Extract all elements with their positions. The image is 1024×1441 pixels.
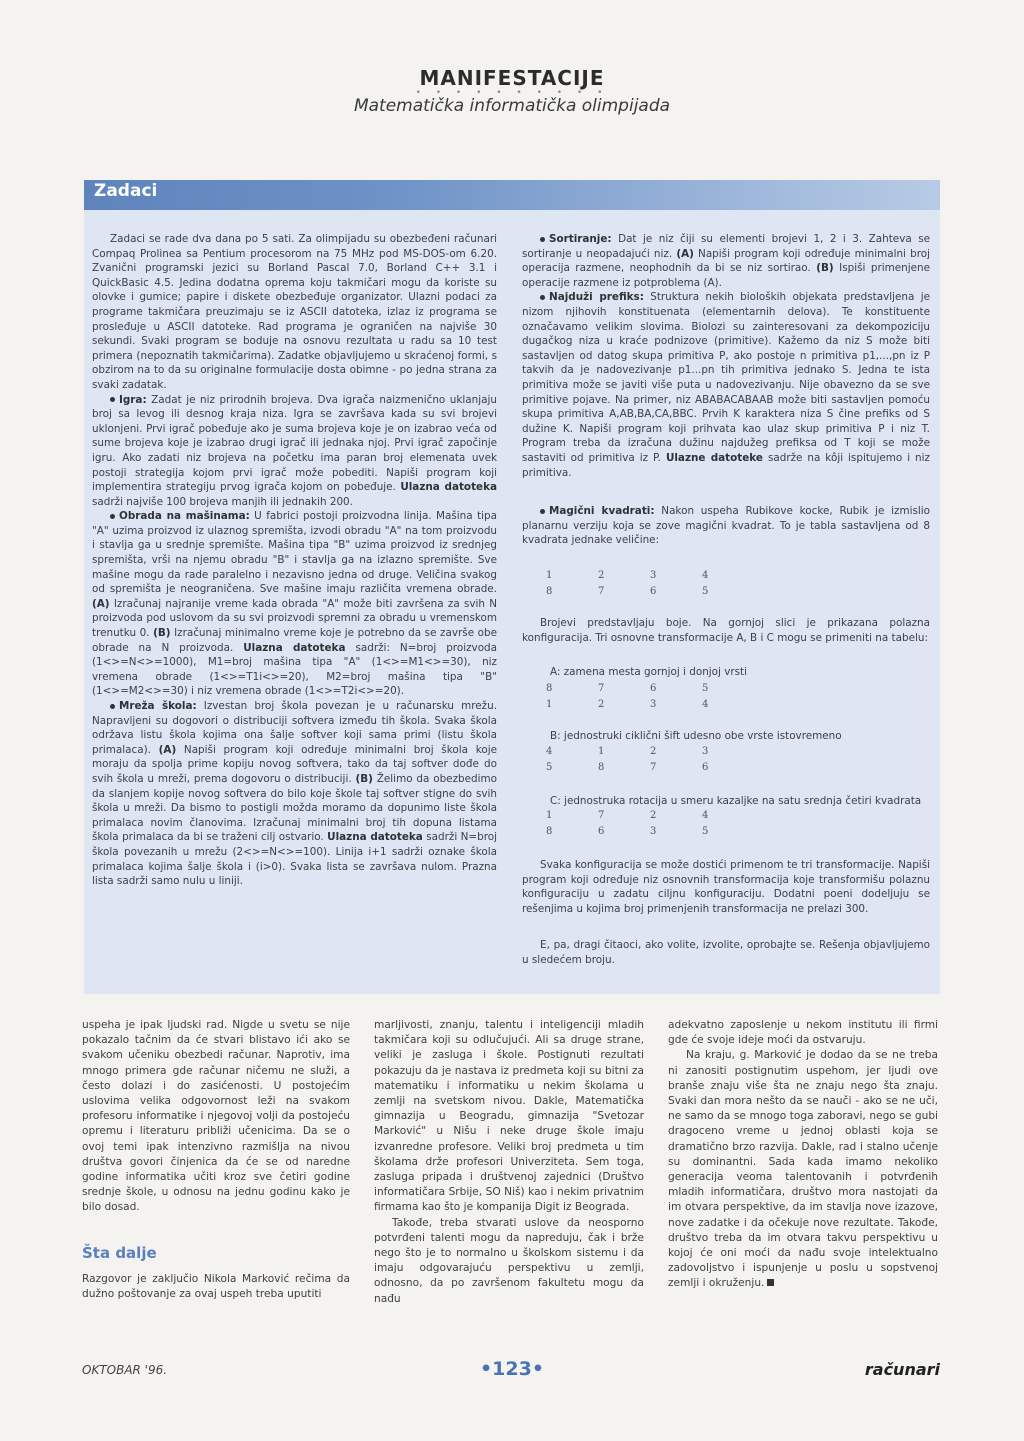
input-label: Ulazna datoteka — [400, 481, 498, 494]
input-text: sadrži najviše 100 brojeva manjih ili jednakih 200. — [92, 495, 353, 508]
magic-square-cell: 1 — [598, 746, 605, 757]
magic-square-cell: 3 — [650, 570, 657, 581]
bullet-icon — [540, 509, 545, 514]
subtask-text: Želimo da obezbedimo da slanjem kopije novog softvera do bilo koje škole taj softver stigne do svih škola u mreži. Da bismo to postigli možda moramo da dopunimo liste škola primalaca novim članovima. Izračunaj minimalni broj tih dopuna listama škola primalaca da bi se traženi cilj ostvario. — [92, 772, 497, 844]
article-column-2 — [374, 1018, 644, 1307]
magic-square-cell: 5 — [702, 826, 709, 837]
task-sortiranje — [522, 232, 930, 290]
task-igra — [92, 393, 497, 510]
task-text: U fabrici postoji proizvodna linija. Mašina tipa "A" uzima proizvod iz ulaznog spremišta, izvodi obradu "A" na tom proizvodu i stavlja ga u srednje spremište. Mašina tipa "B" uzima proizvod iz srednjeg spremišta, vrši na njemu obradu "B" i stavlja ga na izlazno spremište. Sve mašine mogu da rade paralelno i nezavisno jedna od druge. Veličina svakog od spremišta je neograničena. Sve mašine imaju različita vremena obrade. — [92, 510, 497, 596]
subtask-label: (A) — [92, 597, 110, 610]
task-mreza — [92, 699, 497, 889]
subtask-text: Izračunaj najranije vreme kada obrada "A" može biti završena za svih N proizvoda pod uslovom da su svi proizvodi spremni za obradu u vremenskom trenutku 0. — [92, 597, 497, 640]
input-text: sadrži: N=broj proizvoda (1<>=N<>=1000), M1=broj mašina tipa "A" (1<>=M1<>=30), niz vremena obrade (1<>=T1i<>=20), M2=broj mašina tipa "B" (1<>=M2<>=30) i niz vremena obrade (1<>=T2i<>=20). — [92, 641, 498, 698]
kvadrati-paragraph — [522, 616, 930, 645]
magic-square-cell: 2 — [650, 810, 657, 821]
article-subtitle: Matematička informatička olimpijada — [353, 96, 671, 116]
issue-date: OKTOBAR '96. — [82, 1363, 168, 1377]
kvadrati-text: Brojevi predstavljaju boje. Na gornjoj slici je prikazana polazna konfiguracija. Tri osnovne transformacije A, B i C mogu se primeniti na tabelu: — [522, 617, 930, 644]
magazine-brand: računari — [864, 1360, 940, 1379]
transformation-a-label: A: zamena mesta gornjoj i donjoj vrsti — [550, 666, 748, 678]
magic-square-cell: 5 — [702, 683, 709, 694]
task-text: Izvestan broj škola povezan je u računarsku mrežu. Napravljeni su dogovori o distribuciji softvera između tih škola. Svaka škola održava listu škola kojima ona šalje softver koji sama primi (listu škola primalaca). — [92, 700, 497, 756]
transformation-c-label: C: jednostruka rotacija u smeru kazaljke na satu srednja četiri kvadrata — [550, 795, 922, 807]
magic-square-cell: 3 — [702, 746, 709, 757]
bullet-icon — [110, 397, 115, 402]
paragraph: adekvatno zaposlenje u nekom institutu ili firmi gde će svoje ideje moći da ostvaruju. — [668, 1019, 938, 1047]
magic-square-cell: 5 — [702, 586, 709, 597]
end-mark-icon — [767, 1279, 774, 1286]
magic-square-cell: 3 — [650, 699, 657, 710]
tasks-column-right — [522, 232, 930, 480]
magic-square-cell: 1 — [546, 699, 553, 710]
transformation-b-label: B: jednostruki ciklični šift udesno obe vrste istovremeno — [550, 730, 842, 742]
subtask-text: Izračunaj minimalno vreme koje je potrebno da se završe obe obrade na N proizvoda. — [92, 627, 497, 654]
task-kvadrati — [522, 504, 930, 548]
tasks-column-left — [92, 232, 497, 889]
bullet-icon — [540, 295, 545, 300]
task-prefiks — [522, 290, 930, 480]
subtask-label: (B) — [153, 627, 171, 640]
magic-square-cell: 4 — [702, 810, 709, 821]
kvadrati-paragraph-2 — [522, 858, 930, 916]
input-label: Ulazne datoteke — [665, 451, 763, 464]
magic-square-cell: 5 — [546, 762, 553, 773]
kvadrati-text: Svaka konfiguracija se može dostići primenom te tri transformacije. Napiši program koji određuje niz osnovnih transformacija koje transformišu polaznu konfiguraciju u zadatu ciljnu konfiguraciju. Dodatni poeni dodeljuju se rešenjima u kojima broj primenjenih transformacija ne prelazi 300. — [522, 859, 930, 915]
task-title: Igra: — [119, 393, 147, 406]
magic-square-cell: 8 — [546, 586, 553, 597]
task-title: Sortiranje: — [549, 233, 612, 245]
magic-square-cell: 6 — [702, 762, 709, 773]
magic-square-cell: 1 — [546, 570, 553, 581]
magic-square-cell: 7 — [650, 762, 657, 773]
tasks-intro: Zadaci se rade dva dana po 5 sati. Za olimpijadu su obezbeđeni računari Compaq Prolinea sa Pentium procesorom na 75 MHz pod MS-DOS-om 6.20. Zvanični programski jezici su Borland Pascal 7.0, Borland C++ 3.1 i QuickBasic 4.5. Jedina dodatna oprema koju takmičari mogu da koriste su olovke i gumice; papire i diskete obezbeđuje organizator. Ulazni podaci za programe takmičara preuzimaju se iz ASCII datoteka, izlaz iz programa se prosleđuje u ASCII datoteke. Rad programa je ograničen na najviše 30 sekundi. Svaki program se boduje na osnovu rezultata u radu sa 10 test primera (nepoznatih takmičarima). Zadatke objavljujemo u skraćenoj formi, s obzirom na to da su originalne formulacije dosta obimne - po jedna strana za svaki zadatak. — [92, 233, 497, 391]
subtask-label: (A) — [676, 247, 694, 260]
task-text: Zadat je niz prirodnih brojeva. Dva igrača naizmenično uklanjaju broj sa levog ili desnog kraja niza. Igra se završava kada su svi brojevi uklonjeni. Prvi igrač pobeđuje ako je suma brojeva koje je on izabrao veća od sume brojeva koje je izabrao drugi igrač ili jednaka njoj. Prvi igrač započinje igru. Ako zadati niz brojeva na početku ima paran broj elemenata uvek postoji strategija kojom prvi igrač može pobediti. Napiši program koji implementira strategiju prvog igrača kojom on pobeđuje. — [92, 393, 497, 494]
magic-square-cell: 2 — [650, 746, 657, 757]
subtask-label: (B) — [355, 772, 373, 785]
magic-square-cell: 4 — [702, 699, 709, 710]
magic-square-cell: 7 — [598, 586, 605, 597]
subtask-text: Ispiši primenjene operacije razmene iz potproblema (A). — [522, 262, 930, 289]
section-header: MANIFESTACIJE — [419, 66, 605, 90]
article-column-1-continued — [82, 1272, 350, 1302]
magic-square-cell: 1 — [546, 810, 553, 821]
task-text: Struktura nekih bioloških objekata predstavljena je nizom njihovih konstituenata (elementarnih delova). Te konstituente označavamo velikim slovima. Biolozi su zainteresovani za dekompoziciju dugačkog niza u kraće podnizove (primitive). Kažemo da niz S može biti sastavljen od datog skupa primitiva P, ako postoje n primitiva p1,...,pn iz P takvih da je nadovezivanje p1...pn tih primitiva jednako S. Jedna te ista primitiva može se javiti više puta u nadovezivanju. Nije obavezno da se sve primitive pojave. Na primer, niz ABABACABAAB može biti sastavljen pomoću skupa primitiva A,AB,BA,CA,BBC. Prvih K karaktera niza S čine prefiks od S dužine K. Napiši program koji prihvata kao ulaz skup primitiva P i niz T. Program treba da izračuna dužinu najdužeg prefiksa od T koji se može sastaviti od primitiva iz P. — [522, 291, 930, 464]
paragraph: Razgovor je zaključio Nikola Marković rečima da dužno poštovanje za ovaj uspeh treba uputiti — [82, 1273, 350, 1301]
magic-square-cell: 2 — [598, 570, 605, 581]
outro-text: E, pa, dragi čitaoci, ako volite, izvolite, oprobajte se. Rešenja objavljujemo u sledećem broju. — [522, 939, 930, 966]
bullet-icon — [110, 704, 115, 709]
magic-square-cell: 7 — [598, 683, 605, 694]
magic-square-cell: 6 — [598, 826, 605, 837]
tasks-outro — [522, 938, 930, 967]
task-kvadrati-text — [522, 504, 930, 548]
paragraph: marljivosti, znanju, talentu i inteligenciji mladih takmičara koji su odlučujući. Ali sa druge strane, veliki je zasluga i škole. Postignuti rezultati pokazuju da je nastava iz predmeta koji su bitni za matematiku i informatiku u nekim školama u zemlji na svetskom nivou. Dakle, Matematička gimnazija u Beogradu, gimnazija "Svetozar Marković" u Nišu i neke druge škole imaju izvanredne profesore. Veliki broj predmeta u tim školama drže profesori Univerziteta. Sem toga, zasluga pripada i društvenoj zajednici (Društvo informatičara Srbije, SO Niš) kao i nekim privatnim firmama kao što je kompanija Digit iz Beograda. — [374, 1019, 644, 1214]
section-heading: Šta dalje — [82, 1244, 157, 1262]
magic-square-cell: 8 — [598, 762, 605, 773]
input-label: Ulazna datoteka — [327, 831, 423, 844]
task-title: Mreža škola: — [119, 700, 197, 712]
magic-square-cell: 6 — [650, 683, 657, 694]
magic-square-cell: 3 — [650, 826, 657, 837]
subtask-text: Napiši program koji određuje minimalni broj škola koje moraju da spolja prime kopiju novog softvera, tako da taj softver dođe do svih škola u mreži, prema dogovoru o distribuciji. — [92, 743, 497, 785]
magic-square-cell: 8 — [546, 826, 553, 837]
subtask-text: Napiši program koji određuje minimalni broj operacija razmene, neophodnih da bi se niz sortirao. — [522, 247, 930, 275]
subtask-label: (A) — [158, 743, 177, 756]
tasks-title-bar — [84, 180, 940, 210]
paragraph: Takođe, treba stvarati uslove da neosporno potvrđeni talenti mogu da napreduju, čak i brže nego što je to normalno u školskom sistemu i da imaju odgovarajuću perspektivu u zemlji, odnosno, da po završenom fakultetu mogu da nađu — [374, 1216, 644, 1305]
task-title: Najduži prefiks: — [549, 291, 644, 304]
page-number: •123• — [480, 1358, 544, 1380]
subtask-label: (B) — [816, 262, 834, 275]
magic-square-cell: 2 — [598, 699, 605, 710]
task-obrada — [92, 509, 497, 699]
magic-square-cell: 4 — [546, 746, 553, 757]
magic-square-cell: 4 — [702, 570, 709, 581]
input-text: sadrži N=broj škola povezanih u mrežu (2<>=N<>=100). Linija i+1 sadrži oznake škola primalaca kojima šalje škola i (i>0). Svaka lista se završava nulom. Prazna lista sadrži samo nulu u liniji. — [92, 831, 497, 888]
magic-square-cell: 8 — [546, 683, 553, 694]
bullet-icon — [540, 237, 545, 242]
tasks-title: Zadaci — [94, 181, 158, 201]
bullet-icon — [110, 514, 115, 519]
article-column-3 — [668, 1018, 938, 1292]
article-column-1 — [82, 1018, 350, 1216]
header-dots-divider: • • • • • • • • • • — [415, 88, 609, 98]
input-text: sadrže na kôji ispitujemo i niz primitiva. — [522, 451, 930, 479]
input-label: Ulazna datoteka — [243, 641, 346, 654]
paragraph — [668, 1048, 938, 1291]
task-title: Obrada na mašinama: — [119, 510, 250, 523]
magic-square-cell: 7 — [598, 810, 605, 821]
paragraph: uspeha je ipak ljudski rad. Nigde u svetu se nije pokazalo tačnim da će stvari blistavo ići ako se svakom učeniku obezbedi računar. Naprotiv, ima mnogo primera gde računar ničemu ne služi, a često dolazi i do zasićenosti. U postojećim uslovima velika odgovornost leži na svakom profesoru informatike i njegovoj volji da postojeću opremu i literaturu približi učenicima. Da se o ovoj temi ipak intenzivno razmišlja na nivou društva govori činjenica da će se od naredne godine informatika učiti kroz sve četiri godine srednje škole, u odnosu na jednu godinu kako je bilo dosad. — [82, 1019, 350, 1214]
task-text: Dat je niz čiji su elementi brojevi 1, 2 i 3. Zahteva se sortiranje u neopadajući niz. — [522, 233, 930, 260]
paragraph-text: Na kraju, g. Marković je dodao da se ne treba ni zanositi postignutim uspehom, jer ljudi ove branše znaju više šta ne znaju nego šta znaju. Svaki dan mora nešto da se nauči - ako se ne uči, ne samo da se mnogo toga zaboravi, nego se gubi dragoceno vreme u jednoj oblasti koja se dramatično brzo razvija. Dakle, rad i stalno učenje su dominantni. Sada kada imamo nekoliko generacija veoma talentovanih i potvrđenih mladih informatičara, društvo mora nastojati da im otvara perspektive, da im stavlja nove izazove, nove zadatke i da očekuje nove rezultate. Takođe, društvo treba da im otvara takvu perspektivu u kojoj će oni moći da nađu svoje intelektualno zadovoljstvo i ispunjenje u poslu u sopstvenoj zemlji i okruženju. — [668, 1049, 938, 1290]
magic-square-cell: 6 — [650, 586, 657, 597]
task-title: Magični kvadrati: — [549, 505, 655, 517]
task-text: Nakon uspeha Rubikove kocke, Rubik je izmislio planarnu verziju koja se zove magični kvadrat. To je tabla sastavljena od 8 kvadrata jednake veličine: — [522, 505, 930, 547]
